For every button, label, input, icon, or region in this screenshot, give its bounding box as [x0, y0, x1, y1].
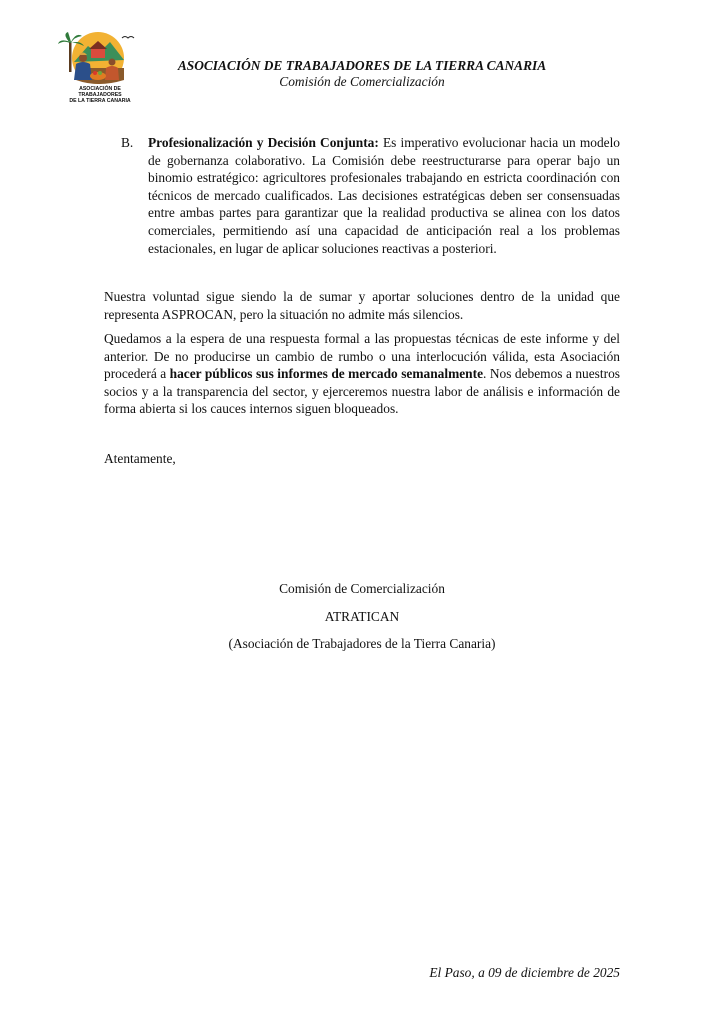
- signature-commission: Comisión de Comercialización: [279, 581, 445, 596]
- body-paragraph-2: [104, 330, 620, 418]
- paragraph-emphasis: hacer públicos sus informes de mercado semanalmente: [169, 366, 484, 382]
- list-item-body: Es imperativo evolucionar hacia un modelo de gobernanza colaborativo. La Comisión debe reestructurarse para operar bajo un binomio estratégico: agricultores profesionales trabajando en estricta coordinación con técnicos de mercado cualificados. Las decisiones estratégicas deben ser consensuadas entre ambas partes para garantizar que la realidad productiva se alinea con los datos comerciales, permitiendo así una capacidad de anticipación real a los problemas estacionales, en lugar de aplicar soluciones reactivas a posteriori.: [148, 135, 620, 256]
- body-paragraph-1: Nuestra voluntad sigue siendo la de sumar y aportar soluciones dentro de la unidad que representa ASPROCAN, pero la situación no admite más silencios.: [104, 289, 620, 322]
- farmer-illustration-logo: [58, 28, 142, 86]
- organization-name: ASOCIACIÓN DE TRABAJADORES DE LA TIERRA CANARIA: [177, 58, 547, 73]
- list-marker: B.: [121, 135, 134, 150]
- closing-salutation: Atentamente,: [104, 451, 176, 466]
- commission-name: Comisión de Comercialización: [279, 74, 445, 89]
- organization-logo: [58, 28, 142, 104]
- paragraph-text-after: . Nos debemos a nuestros socios y a la transparencia del sector, y ejerceremos nuestra labor de análisis e información de forma abierta si los cauces internos siguen bloqueados.: [104, 366, 620, 417]
- signature-full-name: (Asociación de Trabajadores de la Tierra Canaria): [228, 636, 496, 651]
- signature-acronym: ATRATICAN: [324, 609, 400, 624]
- paragraph-text-before: Quedamos a la espera de una respuesta formal a las propuestas técnicas de este informe y del anterior. De no producirse un cambio de rumbo o una interlocución válida, esta Asociación procederá a: [104, 331, 620, 382]
- letter-header: [150, 58, 574, 90]
- list-item-b: [121, 134, 620, 257]
- logo-caption-line2: DE LA TIERRA CANARIA: [69, 98, 131, 104]
- logo-caption: [58, 86, 142, 104]
- logo-caption-line1: ASOCIACIÓN DE TRABAJADORES: [78, 86, 122, 98]
- place-and-date: El Paso, a 09 de diciembre de 2025: [429, 965, 620, 980]
- list-item-title: Profesionalización y Decisión Conjunta:: [148, 135, 379, 150]
